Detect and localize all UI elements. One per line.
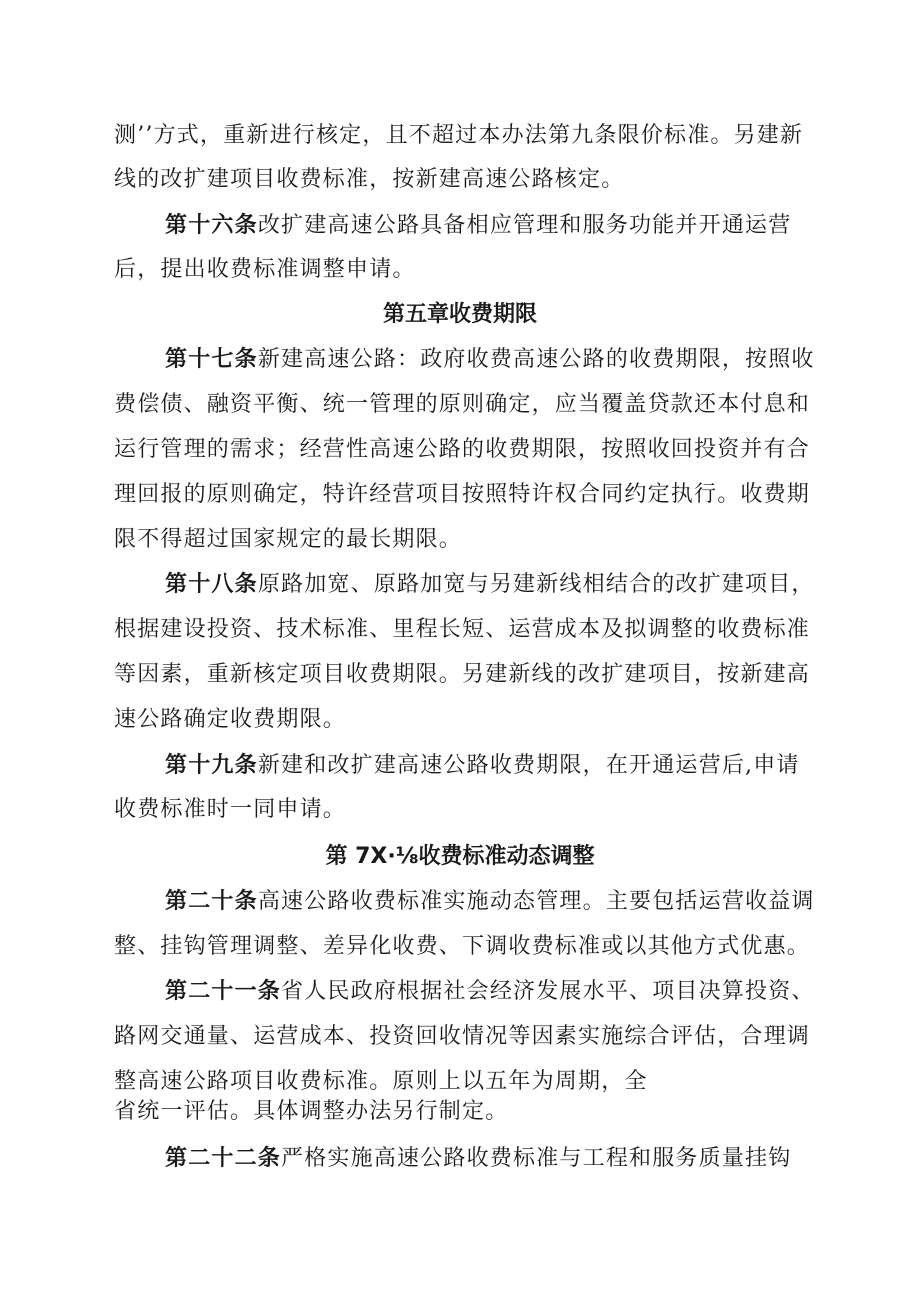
paragraph-line: 运行管理的需求；经营性高速公路的收费期限，按照收回投资并有合 — [114, 437, 811, 462]
article-18: 第十八条原路加宽、原路加宽与另建新线相结合的改扩建项目， — [165, 572, 815, 597]
paragraph-line: 后，提出收费标准调整申请。 — [114, 257, 416, 282]
paragraph-line: 收费标准时一同申请。 — [114, 797, 347, 822]
article-number: 第十六条 — [165, 213, 258, 238]
article-22: 第二十二条严格实施高速公路收费标准与工程和服务质量挂钩 — [165, 1146, 792, 1171]
paragraph-line: 费偿债、融资平衡、统一管理的原则确定，应当覆盖贷款还本付息和 — [114, 392, 811, 417]
article-17: 第十七条新建高速公路：政府收费高速公路的收费期限，按照收 — [165, 347, 815, 372]
paragraph-line: 整高速公路项目收费标准。原则上以五年为周期，全 — [114, 1069, 648, 1094]
paragraph-line: 根据建设投资、技术标准、里程长短、运营成本及拟调整的收费标准 — [114, 617, 811, 642]
article-number: 第二十二条 — [165, 1146, 282, 1171]
paragraph-line: 线的改扩建项目收费标准，按新建高速公路核定。 — [114, 167, 625, 192]
paragraph-line: 等因素，重新核定项目收费期限。另建新线的改扩建项目，按新建高 — [114, 662, 811, 687]
paragraph-line: 省统一评估。具体调整办法另行制定。 — [114, 1099, 509, 1124]
article-16: 第十六条改扩建高速公路具备相应管理和服务功能并开通运营 — [165, 213, 792, 238]
article-20: 第二十条高速公路收费标准实施动态管理。主要包括运营收益调 — [165, 889, 815, 914]
article-number: 第十九条 — [165, 753, 258, 778]
paragraph-line: 速公路确定收费期限。 — [114, 707, 347, 732]
article-21: 第二十一条省人民政府根据社会经济发展水平、项目决算投资、 — [165, 979, 815, 1004]
article-number: 第二十一条 — [165, 979, 282, 1004]
paragraph-line: 整、挂钩管理调整、差异化收费、下调收费标准或以其他方式优惠。 — [114, 934, 811, 959]
chapter-heading: 第 7X·⅛收费标准动态调整 — [325, 844, 595, 869]
article-number: 第十七条 — [165, 347, 258, 372]
chapter-heading: 第五章收费期限 — [382, 302, 537, 327]
paragraph-line: 理回报的原则确定，特许经营项目按照特许权合同约定执行。收费期 — [114, 482, 811, 507]
article-number: 第二十条 — [165, 889, 258, 914]
article-number: 第十八条 — [165, 572, 258, 597]
paragraph-line: 路网交通量、运营成本、投资回收情况等因素实施综合评估，合理调 — [114, 1024, 811, 1049]
article-19: 第十九条新建和改扩建高速公路收费期限，在开通运营后,申请 — [165, 753, 800, 778]
paragraph-line: 测’’方式，重新进行核定，且不超过本办法第九条限价标准。另建新 — [114, 123, 804, 148]
paragraph-line: 限不得超过国家规定的最长期限。 — [114, 527, 463, 552]
